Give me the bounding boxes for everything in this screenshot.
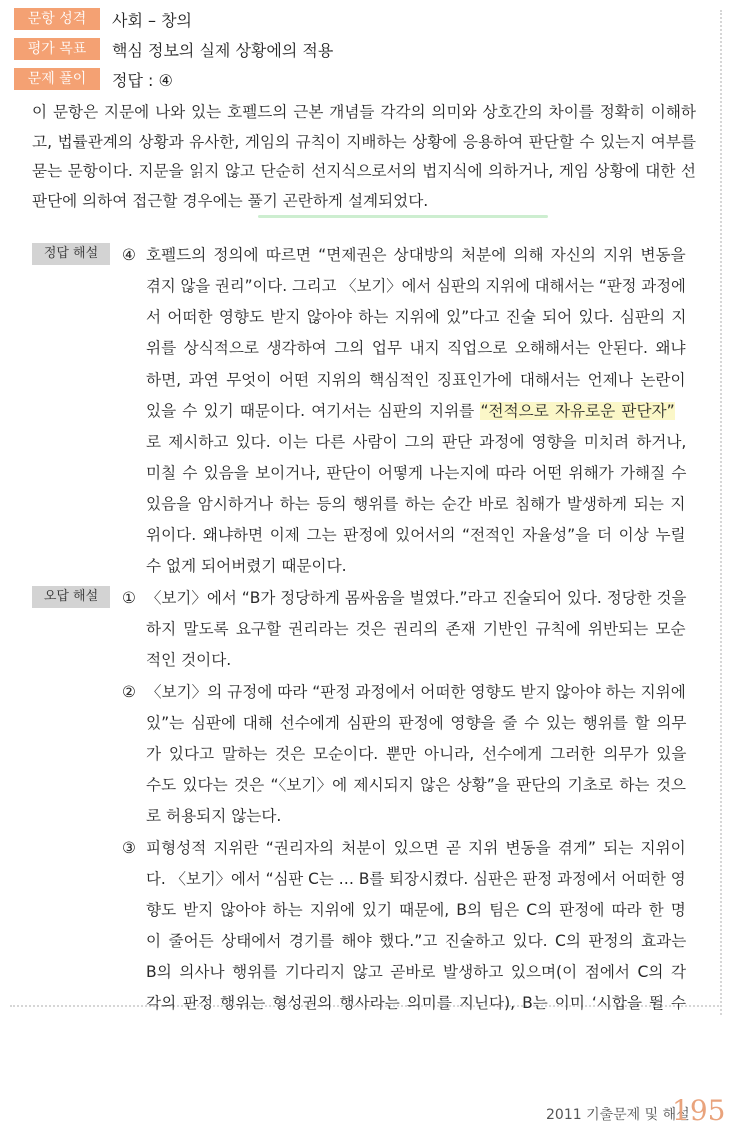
tag-wrong-explanation: 오답 해설 [32, 586, 110, 608]
answer-line-6 [146, 401, 675, 421]
wrong-item-3-line-5: B의 의사나 행위를 기다리지 않고 곧바로 발생하고 있으며(이 점에서 C의 각 [146, 963, 687, 981]
info-row-type [14, 7, 192, 31]
wrong-item-2-line-2: 있”는 심판에 대해 선수에게 심판의 판정에 영향을 줄 수 있는 행위를 할 의무 [146, 714, 687, 732]
answer-line-11: 수 없게 되어버렸기 때문이다. [146, 557, 347, 575]
wrong-item-2-number: ② [122, 683, 136, 701]
solution-value: 정답 : ④ [112, 70, 173, 90]
wrong-item-1-line-1: 〈보기〉에서 “B가 정당하게 몸싸움을 벌였다.”라고 진술되어 있다. 정당한 것을 [146, 589, 687, 607]
answer-line-3: 서 어떠한 영향도 받지 않아야 하는 지위에 있”다고 진술 되어 있다. 심판의 지 [146, 308, 687, 326]
answer-line-6-text: 있을 수 있기 때문이다. 여기서는 심판의 지위를 [146, 402, 475, 420]
right-dotted-border [720, 10, 722, 1015]
tag-evaluation-goal: 평가 목표 [14, 38, 100, 60]
answer-number: ④ [122, 246, 136, 264]
answer-line-10: 위이다. 왜냐하면 이제 그는 판정에 있어서의 “전적인 자율성”을 더 이상 누릴 [146, 526, 686, 544]
answer-line-4: 위를 상식적으로 생각하여 그의 업무 내지 직업으로 오해해서는 안된다. 왜냐 [146, 339, 686, 357]
wrong-item-3-line-1: 피형성적 지위란 “권리자의 처분이 있으면 곧 지위 변동을 겪게” 되는 지위이 [146, 839, 686, 857]
wrong-item-3-line-2: 다. 〈보기〉에서 “심판 C는 … B를 퇴장시켰다. 심판은 판정 과정에서 어떠한 영 [146, 870, 686, 888]
evaluation-goal-value: 핵심 정보의 실제 상황에의 적용 [112, 40, 334, 60]
wrong-item-1-number: ① [122, 589, 136, 607]
footer-text: 2011 기출문제 및 해설 [546, 1107, 690, 1123]
tag-solution: 문제 풀이 [14, 68, 100, 90]
wrong-item-1-line-3: 적인 것이다. [146, 651, 232, 669]
tag-question-type: 문항 성격 [14, 8, 100, 30]
question-type-value: 사회 – 창의 [112, 10, 192, 30]
highlighted-phrase: “전적으로 자유로운 판단자” [480, 402, 675, 420]
answer-line-7: 로 제시하고 있다. 이는 다른 사람이 그의 판단 과정에 영향을 미치려 하거나, [146, 433, 687, 451]
answer-line-2: 겪지 않을 권리”이다. 그리고 〈보기〉에서 심판의 지위에 대해서는 “판정 과정에 [146, 277, 686, 295]
wrong-item-3-line-4: 이 줄어든 상태에서 경기를 해야 했다.”고 진술하고 있다. C의 판정의 효과는 [146, 932, 687, 950]
info-row-goal [14, 37, 333, 61]
green-underline-mark [258, 215, 548, 218]
answer-line-9: 있음을 암시하거나 하는 등의 행위를 하는 순간 바로 침해가 발생하게 되는 지 [146, 495, 686, 513]
wrong-item-2-line-5: 로 허용되지 않는다. [146, 807, 282, 825]
wrong-item-2-line-3: 가 있다고 말하는 것은 모순이다. 뿐만 아니라, 선수에게 그러한 의무가 있을 [146, 745, 687, 763]
wrong-item-3-number: ③ [122, 839, 136, 857]
wrong-item-2-line-4: 수도 있다는 것은 “〈보기〉에 제시되지 않은 상황”을 판단의 기초로 하는 것으 [146, 776, 686, 794]
answer-line-8: 미칠 수 있음을 보이거나, 판단이 어떻게 나는지에 따라 어떤 위해가 가해질 수 [146, 464, 687, 482]
wrong-item-2-line-1: 〈보기〉의 규정에 따라 “판정 과정에서 어떠한 영향도 받지 않아야 하는 지위에 [146, 683, 686, 701]
wrong-item-1-line-2: 하지 말도록 요구할 권리라는 것은 권리의 존재 기반인 규칙에 위반되는 모순 [146, 620, 686, 638]
info-row-solution [14, 67, 173, 91]
tag-answer-explanation: 정답 해설 [32, 243, 110, 265]
answer-line-5: 하면, 과연 무엇이 어떤 지위의 핵심적인 징표인가에 대해서는 언제나 논란이 [146, 371, 686, 389]
intro-paragraph: 이 문항은 지문에 나와 있는 호펠드의 근본 개념들 각각의 의미와 상호간의 차이를 정확히 이해하고, 법률관계의 상황과 유사한, 게임의 규칙이 지배하는 상황에 응용하여 판단할 수 있는지 여부를 묻는 문항이다. 지문을 읽지 않고 단순히 선지식으로서의 법지식에 의하거나, 게임 상황에 대한 선판단에 의하여 접근할 경우에는 풀기 곤란하게 설계되었다. [32, 103, 696, 210]
wrong-item-3-line-3: 향도 받지 않아야 하는 지위에 있기 때문에, B의 팀은 C의 판정에 따라 한 명 [146, 901, 686, 919]
wrong-item-3-line-6: 각의 판정 행위는 형성권의 행사라는 의미를 지닌다), B는 이미 ‘시합을 뛸 수 [146, 994, 687, 1012]
page-number: 195 [672, 1094, 726, 1127]
answer-line-1: 호펠드의 정의에 따르면 “면제권은 상대방의 처분에 의해 자신의 지위 변동을 [146, 246, 686, 264]
